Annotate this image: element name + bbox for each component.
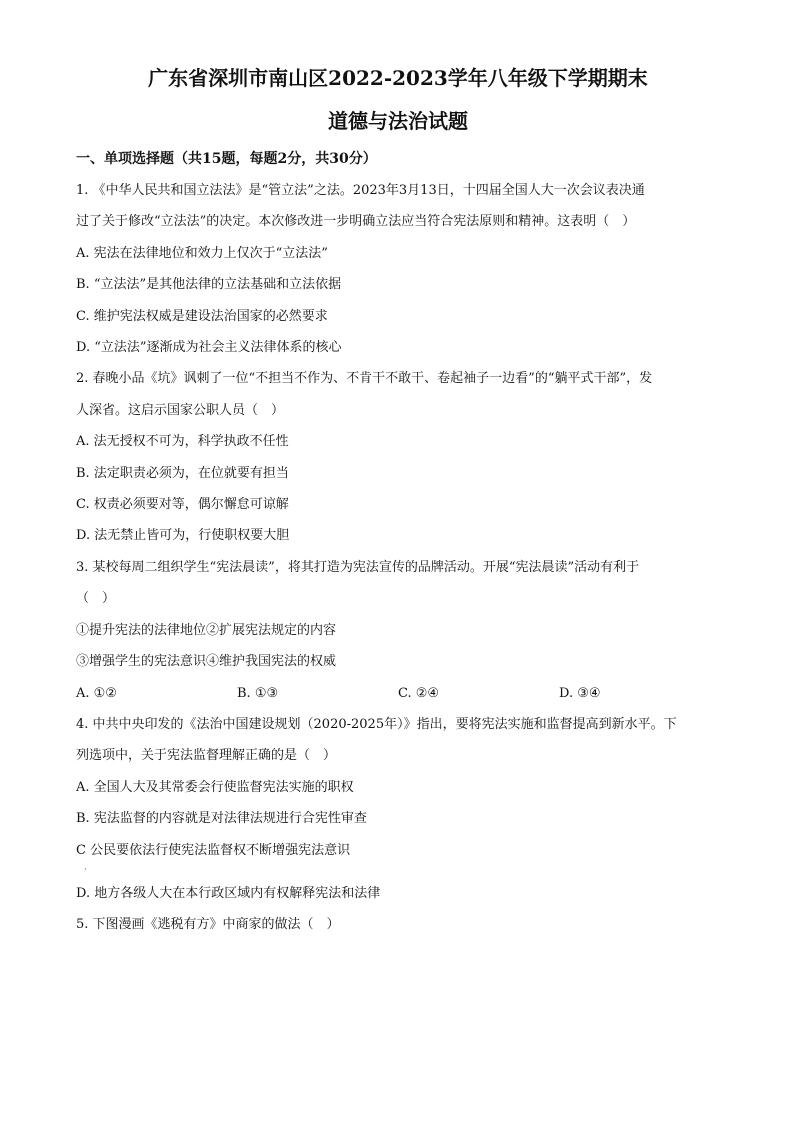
exam-title: 广东省深圳市南山区2022-2023学年八年级下学期期末 bbox=[148, 66, 648, 90]
question-1-stem-line-1: 1. 《中华人民共和国立法法》是“管立法”之法。2023年3月13日，十四届全国人大一次会议表决通 bbox=[76, 183, 645, 198]
question-2-option-b: B. 法定职责必须为，在位就要有担当 bbox=[76, 465, 289, 481]
question-2-option-a: A. 法无授权不可为，科学执政不任性 bbox=[76, 434, 289, 450]
question-3-option-a: A. ①② bbox=[76, 685, 117, 701]
question-1-option-c: C. 维护宪法权威是建设法治国家的必然要求 bbox=[76, 308, 328, 324]
question-3-option-b: B. ①③ bbox=[237, 685, 279, 701]
question-5 bbox=[76, 909, 720, 940]
question-4-option-c: C 公民要依法行使宪法监督权不断增强宪法意识 bbox=[76, 842, 351, 858]
exam-subtitle: 道德与法治试题 bbox=[328, 109, 468, 133]
question-2-stem-line-1: 2. 春晚小品《坑》讽刺了一位“不担当不作为、不肯干不敢干、卷起袖子一边看”的“躺平式干部”，发 bbox=[76, 371, 653, 387]
question-2-stem-line-2: 人深省。这启示国家公职人员（ ） bbox=[76, 402, 285, 418]
question-1-option-a: A. 宪法在法律地位和效力上仅次于“立法法” bbox=[76, 245, 328, 261]
question-3 bbox=[76, 552, 720, 709]
question-3-stem-line-2: （ ） bbox=[76, 591, 116, 607]
question-2 bbox=[76, 363, 720, 551]
question-3-option-d: D. ③④ bbox=[559, 685, 601, 701]
question-1-stem-line-2: 过了关于修改“立法法”的决定。本次修改进一步明确立法应当符合宪法原则和精神。这表明（ ） bbox=[76, 214, 636, 230]
question-3-stem-line-1: 3. 某校每周二组织学生“宪法晨读”，将其打造为宪法宣传的品牌活动。开展“宪法晨读”活动有利于 bbox=[76, 559, 640, 575]
question-4-option-b: B. 宪法监督的内容就是对法律法规进行合宪性审查 bbox=[76, 811, 367, 827]
question-1-option-b: B. “立法法”是其他法律的立法基础和立法依据 bbox=[76, 277, 342, 293]
question-4 bbox=[76, 709, 720, 909]
section-heading: 一、单项选择题（共15题，每题2分，共30分） bbox=[76, 151, 377, 167]
question-5-stem-line-1: 5. 下图漫画《逃税有方》中商家的做法（ ） bbox=[76, 917, 340, 933]
question-1 bbox=[76, 175, 720, 363]
question-3-option-c: C. ②④ bbox=[398, 685, 440, 701]
question-4-stem-line-1: 4. 中共中央印发的《法治中国建设规划（2020-2025年）》指出，要将宪法实施和监督提高到新水平。下 bbox=[76, 716, 677, 732]
question-1-option-d: D. “立法法”逐渐成为社会主义法律体系的核心 bbox=[76, 340, 342, 356]
question-2-option-c: C. 权责必须要对等，偶尔懈怠可谅解 bbox=[76, 497, 289, 513]
question-4-option-d: D. 地方各级人大在本行政区域内有权解释宪法和法律 bbox=[76, 885, 381, 901]
question-3-statement-line-2: ③增强学生的宪法意识④维护我国宪法的权威 bbox=[76, 654, 337, 670]
stray-dot: · bbox=[84, 864, 87, 874]
question-3-options-row bbox=[76, 678, 720, 709]
question-4-option-a: A. 全国人大及其常委会行使监督宪法实施的职权 bbox=[76, 779, 354, 795]
question-4-stem-line-2: 列选项中，关于宪法监督理解正确的是（ ） bbox=[76, 748, 337, 764]
question-2-option-d: D. 法无禁止皆可为，行使职权要大胆 bbox=[76, 528, 290, 544]
question-3-statement-line-1: ①提升宪法的法律地位②扩展宪法规定的内容 bbox=[76, 622, 337, 638]
